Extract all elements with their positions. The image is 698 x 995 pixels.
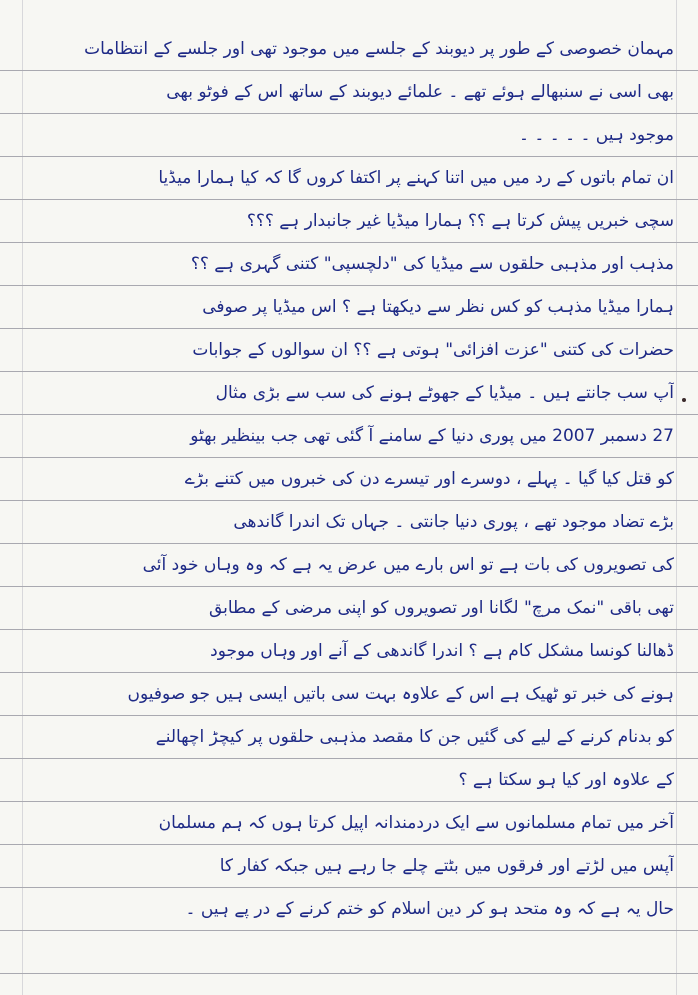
handwritten-line-16: ہونے کی خبر تو ٹھیک ہے اس کے علاوہ بہت سی باتیں ایسی ہیں جو صوفیوں [127, 684, 674, 704]
handwritten-line-20: آپس میں لڑتے اور فرقوں میں بٹتے چلے جا رہے ہیں جبکہ کفار کا [219, 856, 674, 876]
right-margin-line [676, 0, 677, 995]
handwritten-line-3: موجود ہیں ۔ ۔ ۔ ۔ ۔ [518, 125, 674, 145]
handwritten-line-13: کی تصویروں کی بات ہے تو اس بارے میں عرض یہ ہے کہ وہ وہاں خود آئی [142, 555, 674, 575]
handwritten-line-21: حال یہ ہے کہ وہ متحد ہو کر دین اسلام کو ختم کرنے کے در پے ہیں ۔ [185, 899, 674, 919]
handwritten-line-18: کے علاوہ اور کیا ہو سکتا ہے ؟ [458, 770, 674, 790]
handwritten-line-9: آپ سب جانتے ہیں ۔ میڈیا کے جھوٹے ہونے کی سب سے بڑی مثال [215, 383, 674, 403]
handwritten-line-1: مہمان خصوصی کے طور پر دیوبند کے جلسے میں موجود تھی اور جلسے کے انتظامات [84, 39, 674, 59]
handwritten-line-7: ہمارا میڈیا مذہب کو کس نظر سے دیکھتا ہے ؟ اس میڈیا پر صوفی [202, 297, 674, 317]
handwritten-line-12: بڑے تضاد موجود تھے ، پوری دنیا جانتی ۔ جہاں تک اندرا گاندھی [233, 512, 674, 532]
handwritten-line-5: سچی خبریں پیش کرتا ہے ؟؟ ہمارا میڈیا غیر جانبدار ہے ؟؟؟ [246, 211, 674, 231]
handwritten-line-10: 27 دسمبر 2007 میں پوری دنیا کے سامنے آ گئی تھی جب بینظیر بھٹو [190, 426, 674, 446]
handwritten-line-11: کو قتل کیا گیا ۔ پہلے ، دوسرے اور تیسرے دن کی خبروں میں کتنے بڑے [184, 469, 674, 489]
handwritten-line-8: حضرات کی کتنی "عزت افزائی" ہوتی ہے ؟؟ ان سوالوں کے جوابات [192, 340, 674, 360]
handwritten-line-14: تھی باقی "نمک مرچ" لگانا اور تصویروں کو اپنی مرضی کے مطابق [208, 598, 674, 618]
handwritten-line-15: ڈھالنا کونسا مشکل کام ہے ؟ اندرا گاندھی کے آنے اور وہاں موجود [210, 641, 674, 661]
handwritten-line-6: مذہب اور مذہبی حلقوں سے میڈیا کی "دلچسپی" کتنی گہری ہے ؟؟ [190, 254, 674, 274]
handwritten-line-2: بھی اسی نے سنبھالے ہوئے تھے ۔ علمائے دیوبند کے ساتھ اس کے فوٹو بھی [166, 82, 674, 102]
ruled-line [0, 973, 698, 974]
handwritten-line-19: آخر میں تمام مسلمانوں سے ایک دردمندانہ اپیل کرتا ہوں کہ ہم مسلمان [158, 813, 674, 833]
handwritten-line-4: ان تمام باتوں کے رد میں میں اتنا کہنے پر اکتفا کروں گا کہ کیا ہمارا میڈیا [158, 168, 674, 188]
ink-dot [682, 398, 686, 402]
handwritten-line-17: کو بدنام کرنے کے لیے کی گئیں جن کا مقصد مذہبی حلقوں پر کیچڑ اچھالنے [155, 727, 674, 747]
